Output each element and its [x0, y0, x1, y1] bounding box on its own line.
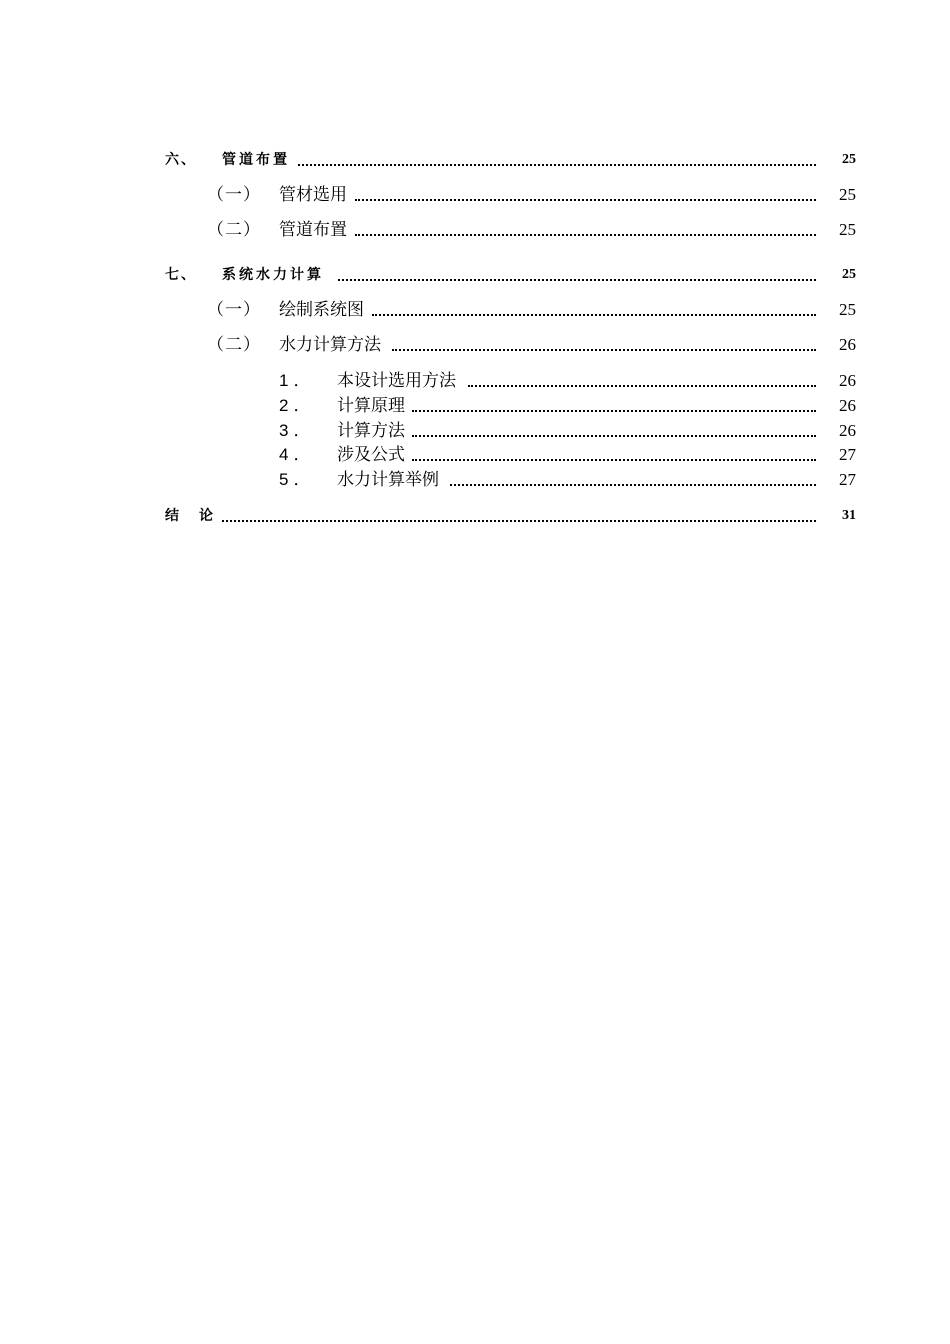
toc-entry-number: 2．: [279, 396, 316, 415]
toc-entry-page: 25: [842, 267, 856, 282]
toc-dot-leader: [412, 459, 816, 461]
toc-entry-title: 本设计选用方法: [337, 371, 456, 391]
toc-entry-title: 计算方法: [337, 421, 405, 441]
toc-dot-leader: [338, 279, 816, 281]
toc-entry-title: 涉及公式: [337, 445, 405, 465]
toc-entry-number: 七、: [165, 267, 197, 283]
toc-entry-page: 26: [839, 371, 856, 390]
toc-dot-leader: [355, 234, 816, 236]
toc-entry-title: 管道布置: [279, 220, 347, 240]
toc-entry-title: 计算原理: [337, 396, 405, 416]
toc-dot-leader: [392, 349, 816, 351]
toc-dot-leader: [222, 520, 816, 522]
toc-entry-title: 绘制系统图: [279, 300, 364, 320]
toc-entry-number: （二）: [207, 335, 261, 355]
toc-entry-page: 26: [839, 421, 856, 440]
toc-entry-7-2-5[interactable]: [0, 468, 950, 492]
toc-entry-number: （一）: [207, 185, 261, 205]
toc-entry-page: 26: [839, 335, 856, 354]
toc-entry-number: 3．: [279, 421, 316, 440]
toc-entry-page: 27: [839, 470, 856, 489]
toc-entry-7-2[interactable]: [0, 333, 950, 357]
toc-dot-leader: [372, 314, 816, 316]
toc-entry-number: （一）: [207, 300, 261, 320]
toc-entry-7-1[interactable]: [0, 298, 950, 322]
toc-entry-number: 1．: [279, 371, 316, 390]
toc-dot-leader: [412, 410, 816, 412]
toc-entry-chapter-7[interactable]: [0, 263, 950, 287]
toc-entry-page: 25: [839, 185, 856, 204]
toc-entry-page: 26: [839, 396, 856, 415]
toc-dot-leader: [450, 484, 816, 486]
toc-entry-6-2[interactable]: [0, 218, 950, 242]
toc-entry-6-1[interactable]: [0, 183, 950, 207]
toc-dot-leader: [355, 199, 816, 201]
toc-entry-7-2-1[interactable]: [0, 369, 950, 393]
toc-entry-7-2-4[interactable]: [0, 443, 950, 467]
toc-entry-conclusion[interactable]: [0, 504, 950, 528]
toc-entry-title: 系统水力计算: [222, 263, 325, 287]
toc-entry-7-2-2[interactable]: [0, 394, 950, 418]
toc-entry-number: 六、: [165, 152, 197, 168]
toc-entry-title: 水力计算方法: [279, 335, 381, 355]
toc-entry-number: 5．: [279, 470, 316, 489]
toc-entry-title: 水力计算举例: [337, 470, 439, 490]
toc-entry-chapter-6[interactable]: [0, 148, 950, 172]
toc-entry-title: 管材选用: [279, 185, 347, 205]
toc-entry-page: 31: [842, 508, 856, 523]
toc-entry-number: 4．: [279, 445, 316, 464]
toc-entry-number: 结论: [165, 508, 233, 524]
toc-entry-page: 27: [839, 445, 856, 464]
toc-entry-number: （二）: [207, 220, 261, 240]
toc-entry-page: 25: [842, 152, 856, 167]
toc-dot-leader: [298, 164, 816, 166]
toc-entry-page: 25: [839, 220, 856, 239]
toc-entry-7-2-3[interactable]: [0, 419, 950, 443]
toc-entry-title: 管道布置: [222, 148, 291, 172]
toc-dot-leader: [468, 385, 816, 387]
toc-dot-leader: [412, 435, 816, 437]
toc-entry-page: 25: [839, 300, 856, 319]
